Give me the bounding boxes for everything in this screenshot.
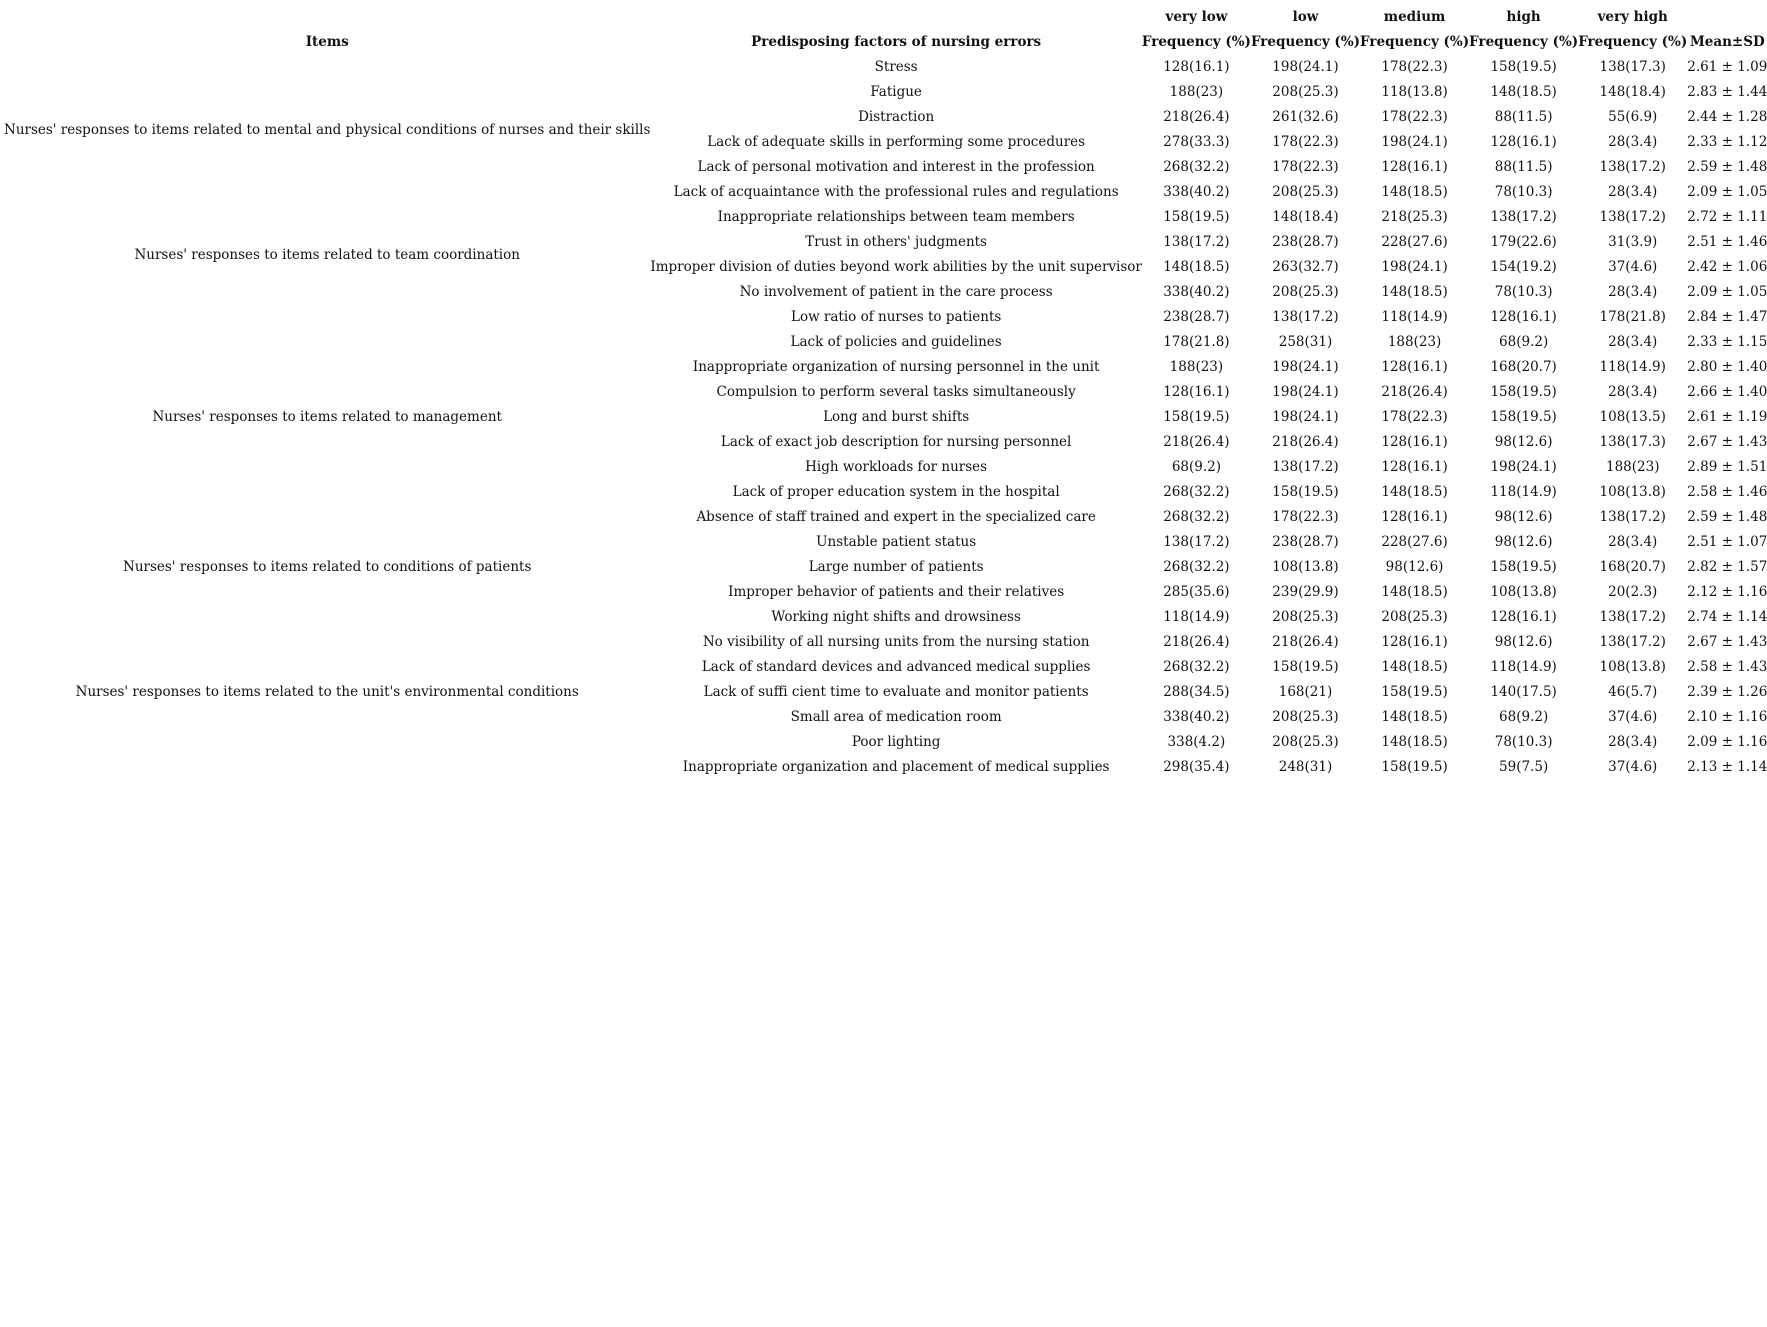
level-header: very low <box>1165 9 1228 25</box>
frequency-cell: 148(18.5) <box>1381 284 1448 300</box>
frequency-cell: 178(22.3) <box>1272 159 1339 175</box>
factor-cell: Low ratio of nurses to patients <box>790 309 1002 325</box>
frequency-cell: 218(26.4) <box>1381 384 1448 400</box>
frequency-cell: 108(13.8) <box>1599 484 1666 500</box>
frequency-cell: 218(26.4) <box>1163 634 1230 650</box>
factor-cell: Improper behavior of patients and their relatives <box>728 584 1065 600</box>
frequency-cell: 118(14.9) <box>1599 359 1666 375</box>
frequency-cell: 37(4.6) <box>1608 709 1658 725</box>
frequency-cell: 138(17.2) <box>1599 159 1666 175</box>
frequency-cell: 268(32.2) <box>1163 659 1230 675</box>
frequency-cell: 158(19.5) <box>1272 659 1339 675</box>
frequency-cell: 179(22.6) <box>1490 234 1557 250</box>
mean-sd-cell: 2.58 ± 1.46 <box>1687 484 1767 500</box>
frequency-cell: 148(18.5) <box>1381 709 1448 725</box>
frequency-cell: 198(24.1) <box>1381 134 1448 150</box>
frequency-cell: 148(18.5) <box>1381 734 1448 750</box>
frequency-cell: 148(18.5) <box>1163 259 1230 275</box>
frequency-cell: 128(16.1) <box>1490 134 1557 150</box>
factor-cell: Improper division of duties beyond work abilities by the unit supervisor <box>650 259 1142 275</box>
mean-sd-cell: 2.51 ± 1.46 <box>1687 234 1767 250</box>
frequency-cell: 338(40.2) <box>1163 184 1230 200</box>
frequency-cell: 138(17.2) <box>1272 459 1339 475</box>
mean-sd-cell: 2.59 ± 1.48 <box>1687 159 1767 175</box>
frequency-cell: 28(3.4) <box>1608 734 1658 750</box>
table-row <box>4 605 1767 630</box>
empty-header-cell <box>1687 5 1767 30</box>
frequency-cell: 188(23) <box>1605 459 1660 475</box>
items-header: Items <box>305 34 349 50</box>
frequency-cell: 37(4.6) <box>1608 759 1658 775</box>
mean-sd-cell: 2.12 ± 1.16 <box>1687 584 1767 600</box>
mean-sd-cell: 2.33 ± 1.15 <box>1687 334 1767 350</box>
frequency-cell: 261(32.6) <box>1272 109 1339 125</box>
frequency-cell: 168(21) <box>1278 684 1333 700</box>
frequency-cell: 218(26.4) <box>1272 434 1339 450</box>
frequency-cell: 140(17.5) <box>1490 684 1557 700</box>
factor-cell: Large number of patients <box>808 559 984 575</box>
factor-cell: Lack of suffi cient time to evaluate and monitor patients <box>703 684 1089 700</box>
frequency-cell: 268(32.2) <box>1163 509 1230 525</box>
frequency-cell: 55(6.9) <box>1608 109 1658 125</box>
frequency-cell: 128(16.1) <box>1381 459 1448 475</box>
frequency-cell: 178(22.3) <box>1272 509 1339 525</box>
mean-sd-cell: 2.66 ± 1.40 <box>1687 384 1767 400</box>
frequency-cell: 28(3.4) <box>1608 384 1658 400</box>
frequency-cell: 118(13.8) <box>1381 84 1448 100</box>
factor-cell: Inappropriate organization of nursing personnel in the unit <box>692 359 1100 375</box>
group-label: Nurses' responses to items related to management <box>152 409 502 425</box>
frequency-cell: 138(17.2) <box>1599 209 1666 225</box>
empty-header-cell <box>4 5 650 30</box>
frequency-cell: 28(3.4) <box>1608 284 1658 300</box>
frequency-cell: 37(4.6) <box>1608 259 1658 275</box>
table-row <box>4 205 1767 230</box>
frequency-cell: 208(25.3) <box>1272 734 1339 750</box>
factor-cell: No visibility of all nursing units from the nursing station <box>702 634 1090 650</box>
frequency-cell: 138(17.2) <box>1272 309 1339 325</box>
table-row <box>4 530 1767 555</box>
factor-cell: Stress <box>874 59 918 75</box>
frequency-cell: 128(16.1) <box>1381 634 1448 650</box>
frequency-cell: 168(20.7) <box>1599 559 1666 575</box>
frequency-cell: 68(9.2) <box>1499 709 1549 725</box>
frequency-cell: 78(10.3) <box>1494 284 1553 300</box>
frequency-cell: 88(11.5) <box>1494 159 1553 175</box>
mean-sd-cell: 2.80 ± 1.40 <box>1687 359 1767 375</box>
table-row <box>4 55 1767 80</box>
mean-sd-cell: 2.39 ± 1.26 <box>1687 684 1767 700</box>
mean-sd-cell: 2.67 ± 1.43 <box>1687 634 1767 650</box>
mean-sd-cell: 2.67 ± 1.43 <box>1687 434 1767 450</box>
frequency-cell: 59(7.5) <box>1499 759 1549 775</box>
level-header: very high <box>1597 9 1668 25</box>
factor-cell: Compulsion to perform several tasks simultaneously <box>716 384 1076 400</box>
frequency-cell: 88(11.5) <box>1494 109 1553 125</box>
frequency-cell: 178(21.8) <box>1599 309 1666 325</box>
frequency-cell: 178(22.3) <box>1381 109 1448 125</box>
frequency-cell: 108(13.8) <box>1272 559 1339 575</box>
frequency-cell: 188(23) <box>1169 359 1224 375</box>
mean-sd-cell: 2.83 ± 1.44 <box>1687 84 1767 100</box>
factor-cell: Inappropriate relationships between team members <box>717 209 1075 225</box>
factor-header: Predisposing factors of nursing errors <box>751 34 1042 50</box>
frequency-cell: 46(5.7) <box>1608 684 1658 700</box>
frequency-cell: 158(19.5) <box>1272 484 1339 500</box>
frequency-cell: 285(35.6) <box>1163 584 1230 600</box>
mean-sd-cell: 2.33 ± 1.12 <box>1687 134 1767 150</box>
frequency-cell: 288(34.5) <box>1163 684 1230 700</box>
frequency-cell: 128(16.1) <box>1381 434 1448 450</box>
frequency-cell: 338(40.2) <box>1163 709 1230 725</box>
frequency-cell: 238(28.7) <box>1272 534 1339 550</box>
level-header: medium <box>1383 9 1446 25</box>
mean-sd-cell: 2.72 ± 1.11 <box>1687 209 1767 225</box>
frequency-header: Frequency (%) <box>1250 34 1361 50</box>
mean-sd-cell: 2.10 ± 1.16 <box>1687 709 1767 725</box>
factor-cell: Lack of proper education system in the hospital <box>732 484 1060 500</box>
frequency-cell: 263(32.7) <box>1272 259 1339 275</box>
frequency-cell: 208(25.3) <box>1381 609 1448 625</box>
frequency-cell: 158(19.5) <box>1490 559 1557 575</box>
frequency-cell: 188(23) <box>1387 334 1442 350</box>
frequency-cell: 258(31) <box>1278 334 1333 350</box>
empty-header-cell <box>650 5 1141 30</box>
frequency-cell: 138(17.3) <box>1599 434 1666 450</box>
level-header: low <box>1292 9 1319 25</box>
frequency-cell: 128(16.1) <box>1490 609 1557 625</box>
frequency-cell: 208(25.3) <box>1272 284 1339 300</box>
frequency-cell: 228(27.6) <box>1381 534 1448 550</box>
frequency-cell: 118(14.9) <box>1490 659 1557 675</box>
frequency-cell: 198(24.1) <box>1490 459 1557 475</box>
frequency-cell: 208(25.3) <box>1272 184 1339 200</box>
frequency-cell: 128(16.1) <box>1381 159 1448 175</box>
frequency-cell: 128(16.1) <box>1163 384 1230 400</box>
frequency-cell: 198(24.1) <box>1272 409 1339 425</box>
frequency-cell: 158(19.5) <box>1163 209 1230 225</box>
mean-sd-cell: 2.51 ± 1.07 <box>1687 534 1767 550</box>
frequency-cell: 158(19.5) <box>1490 409 1557 425</box>
frequency-cell: 338(4.2) <box>1167 734 1226 750</box>
factor-cell: Lack of adequate skills in performing some procedures <box>707 134 1086 150</box>
column-header-row <box>4 30 1767 55</box>
frequency-cell: 268(32.2) <box>1163 484 1230 500</box>
frequency-cell: 239(29.9) <box>1272 584 1339 600</box>
factor-cell: Lack of acquaintance with the professional rules and regulations <box>673 184 1119 200</box>
factor-cell: Long and burst shifts <box>823 409 970 425</box>
group-label: Nurses' responses to items related to conditions of patients <box>123 559 532 575</box>
mean-sd-cell: 2.09 ± 1.16 <box>1687 734 1767 750</box>
factor-cell: Lack of personal motivation and interest in the profession <box>697 159 1095 175</box>
frequency-cell: 138(17.2) <box>1599 609 1666 625</box>
frequency-cell: 148(18.4) <box>1599 84 1666 100</box>
frequency-cell: 31(3.9) <box>1608 234 1658 250</box>
frequency-cell: 148(18.5) <box>1490 84 1557 100</box>
frequency-cell: 148(18.5) <box>1381 184 1448 200</box>
frequency-cell: 158(19.5) <box>1381 759 1448 775</box>
frequency-cell: 28(3.4) <box>1608 534 1658 550</box>
frequency-cell: 78(10.3) <box>1494 734 1553 750</box>
frequency-cell: 238(28.7) <box>1163 309 1230 325</box>
frequency-cell: 158(19.5) <box>1490 384 1557 400</box>
frequency-cell: 208(25.3) <box>1272 84 1339 100</box>
group-label: Nurses' responses to items related to mental and physical conditions of nurses and their skills <box>4 121 651 138</box>
frequency-cell: 138(17.2) <box>1163 534 1230 550</box>
frequency-cell: 338(40.2) <box>1163 284 1230 300</box>
frequency-cell: 268(32.2) <box>1163 559 1230 575</box>
frequency-cell: 268(32.2) <box>1163 159 1230 175</box>
frequency-cell: 108(13.5) <box>1599 409 1666 425</box>
frequency-cell: 148(18.5) <box>1381 584 1448 600</box>
level-header: high <box>1506 9 1541 25</box>
mean-sd-cell: 2.59 ± 1.48 <box>1687 509 1767 525</box>
frequency-cell: 148(18.4) <box>1272 209 1339 225</box>
frequency-cell: 28(3.4) <box>1608 134 1658 150</box>
frequency-cell: 28(3.4) <box>1608 334 1658 350</box>
frequency-cell: 98(12.6) <box>1494 534 1553 550</box>
table-row <box>4 305 1767 330</box>
frequency-header: Frequency (%) <box>1469 34 1579 50</box>
mean-sd-cell: 2.61 ± 1.09 <box>1687 59 1767 75</box>
group-label: Nurses' responses to items related to the unit's environmental conditions <box>75 684 579 700</box>
factor-cell: Inappropriate organization and placement of medical supplies <box>682 759 1110 775</box>
factor-cell: Absence of staff trained and expert in the specialized care <box>696 509 1096 525</box>
frequency-cell: 228(27.6) <box>1381 234 1448 250</box>
factor-cell: Distraction <box>858 109 935 125</box>
frequency-header: Frequency (%) <box>1141 34 1251 50</box>
frequency-cell: 178(22.3) <box>1381 59 1448 75</box>
mean-sd-cell: 2.61 ± 1.19 <box>1687 409 1767 425</box>
frequency-cell: 78(10.3) <box>1494 184 1553 200</box>
frequency-cell: 98(12.6) <box>1494 434 1553 450</box>
level-header-row <box>4 5 1767 30</box>
mean-sd-cell: 2.89 ± 1.51 <box>1687 459 1767 475</box>
table-body <box>4 55 1767 780</box>
frequency-cell: 20(2.3) <box>1608 584 1658 600</box>
mean-sd-cell: 2.74 ± 1.14 <box>1687 609 1767 625</box>
frequency-cell: 158(19.5) <box>1163 409 1230 425</box>
mean-sd-cell: 2.84 ± 1.47 <box>1687 309 1767 325</box>
mean-sd-cell: 2.13 ± 1.14 <box>1687 759 1767 775</box>
frequency-cell: 218(26.4) <box>1163 434 1230 450</box>
frequency-cell: 68(9.2) <box>1499 334 1549 350</box>
factor-cell: Lack of exact job description for nursing personnel <box>720 434 1072 450</box>
frequency-cell: 278(33.3) <box>1163 134 1230 150</box>
nursing-errors-table <box>4 5 1767 780</box>
factor-cell: Small area of medication room <box>790 709 1002 725</box>
group-label: Nurses' responses to items related to team coordination <box>134 246 520 263</box>
mean-sd-cell: 2.09 ± 1.05 <box>1687 284 1767 300</box>
frequency-cell: 178(22.3) <box>1272 134 1339 150</box>
factor-cell: Unstable patient status <box>816 534 977 550</box>
frequency-cell: 108(13.8) <box>1599 659 1666 675</box>
mean-sd-cell: 2.42 ± 1.06 <box>1687 259 1767 275</box>
frequency-cell: 68(9.2) <box>1171 459 1221 475</box>
factor-cell: High workloads for nurses <box>805 459 988 475</box>
frequency-cell: 148(18.5) <box>1381 659 1448 675</box>
frequency-header: Frequency (%) <box>1578 34 1688 50</box>
frequency-cell: 178(22.3) <box>1381 409 1448 425</box>
frequency-cell: 118(14.9) <box>1490 484 1557 500</box>
frequency-cell: 138(17.2) <box>1163 234 1230 250</box>
mean-sd-header: Mean±SD <box>1689 34 1765 50</box>
frequency-cell: 98(12.6) <box>1494 634 1553 650</box>
frequency-cell: 218(26.4) <box>1163 109 1230 125</box>
frequency-cell: 188(23) <box>1169 84 1224 100</box>
frequency-cell: 138(17.2) <box>1490 209 1557 225</box>
frequency-cell: 248(31) <box>1278 759 1333 775</box>
frequency-cell: 138(17.2) <box>1599 509 1666 525</box>
frequency-cell: 198(24.1) <box>1272 359 1339 375</box>
frequency-cell: 138(17.3) <box>1599 59 1666 75</box>
frequency-cell: 128(16.1) <box>1381 509 1448 525</box>
frequency-cell: 128(16.1) <box>1490 309 1557 325</box>
frequency-cell: 138(17.2) <box>1599 634 1666 650</box>
factor-cell: Working night shifts and drowsiness <box>771 609 1021 625</box>
frequency-cell: 98(12.6) <box>1494 509 1553 525</box>
frequency-cell: 128(16.1) <box>1163 59 1230 75</box>
frequency-cell: 118(14.9) <box>1163 609 1230 625</box>
frequency-cell: 158(19.5) <box>1490 59 1557 75</box>
frequency-cell: 198(24.1) <box>1381 259 1448 275</box>
frequency-cell: 218(26.4) <box>1272 634 1339 650</box>
frequency-cell: 208(25.3) <box>1272 609 1339 625</box>
mean-sd-cell: 2.58 ± 1.43 <box>1687 659 1767 675</box>
factor-cell: Poor lighting <box>851 734 941 750</box>
frequency-cell: 178(21.8) <box>1163 334 1230 350</box>
frequency-cell: 158(19.5) <box>1381 684 1448 700</box>
frequency-cell: 218(25.3) <box>1381 209 1448 225</box>
factor-cell: Lack of standard devices and advanced medical supplies <box>701 659 1091 675</box>
frequency-cell: 208(25.3) <box>1272 709 1339 725</box>
frequency-cell: 98(12.6) <box>1385 559 1444 575</box>
frequency-cell: 298(35.4) <box>1163 759 1230 775</box>
frequency-cell: 118(14.9) <box>1381 309 1448 325</box>
frequency-cell: 238(28.7) <box>1272 234 1339 250</box>
mean-sd-cell: 2.82 ± 1.57 <box>1687 559 1767 575</box>
frequency-cell: 28(3.4) <box>1608 184 1658 200</box>
factor-cell: Lack of policies and guidelines <box>790 334 1002 350</box>
frequency-cell: 198(24.1) <box>1272 384 1339 400</box>
frequency-cell: 108(13.8) <box>1490 584 1557 600</box>
frequency-cell: 128(16.1) <box>1381 359 1448 375</box>
frequency-cell: 154(19.2) <box>1490 259 1557 275</box>
mean-sd-cell: 2.09 ± 1.05 <box>1687 184 1767 200</box>
factor-cell: Fatigue <box>870 84 922 100</box>
frequency-header: Frequency (%) <box>1360 34 1470 50</box>
mean-sd-cell: 2.44 ± 1.28 <box>1687 109 1767 125</box>
frequency-cell: 168(20.7) <box>1490 359 1557 375</box>
factor-cell: No involvement of patient in the care process <box>739 284 1053 300</box>
frequency-cell: 198(24.1) <box>1272 59 1339 75</box>
frequency-cell: 148(18.5) <box>1381 484 1448 500</box>
factor-cell: Trust in others' judgments <box>805 234 987 250</box>
